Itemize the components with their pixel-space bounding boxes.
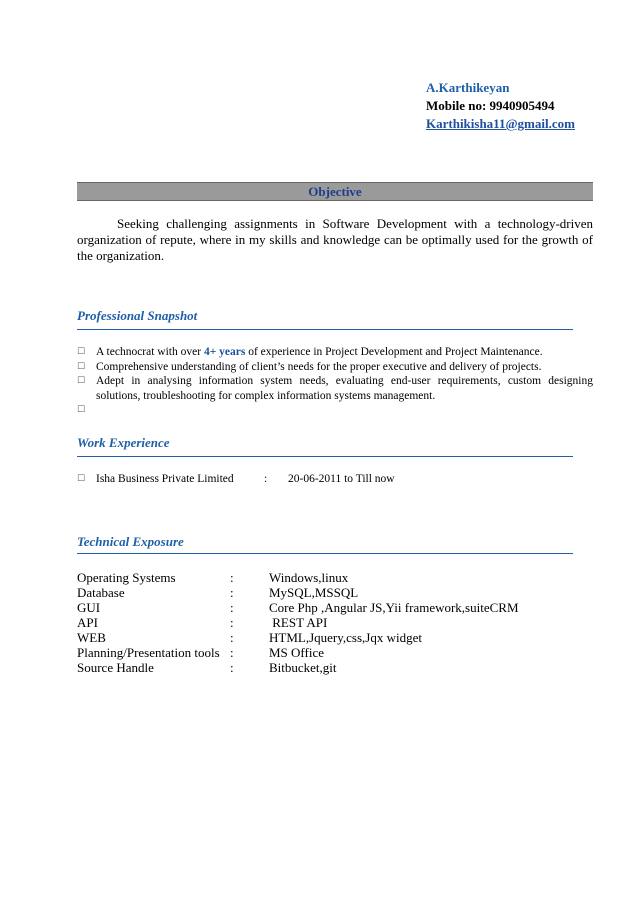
tech-label: Source Handle (77, 660, 154, 675)
tech-colon: : (230, 600, 234, 615)
bullet-text: Adept in analysing information system needs, evaluating end-user requirements, custom designing solutions, troubleshooting for complex information systems management. (96, 375, 593, 402)
tech-value: MySQL,MSSQL (269, 585, 359, 600)
bullet-text-pre: A technocrat with over (96, 346, 204, 358)
snapshot-bullet-1 (77, 345, 593, 360)
snapshot-bullet-2 (77, 360, 593, 375)
tech-value: REST API (269, 615, 328, 630)
technical-divider (77, 553, 573, 554)
tech-colon: : (230, 630, 234, 645)
bullet-icon: ☐ (77, 347, 86, 357)
tech-label: WEB (77, 630, 106, 645)
bullet-text: Comprehensive understanding of client’s needs for the proper executive and delivery of projects. (96, 361, 542, 373)
snapshot-divider (77, 329, 573, 330)
tech-value: Windows,linux (269, 570, 349, 585)
work-colon: : (264, 473, 268, 485)
experience-years: 4+ years (203, 346, 246, 358)
bullet-text-post: of experience in Project Development and Project Maintenance. (245, 346, 543, 358)
company-name: Isha Business Private Limited (96, 473, 234, 485)
tech-label: Operating Systems (77, 570, 176, 585)
contact-block (426, 79, 575, 133)
bullet-icon: ☐ (77, 405, 86, 415)
bullet-text (96, 345, 593, 360)
bullet-icon: ☐ (77, 362, 86, 372)
tech-colon: : (230, 570, 234, 585)
tech-value: Bitbucket,git (269, 660, 337, 675)
bullet-icon: ☐ (77, 474, 86, 484)
snapshot-bullet-3 (77, 374, 593, 404)
tech-value: Core Php ,Angular JS,Yii framework,suiteCRM (269, 600, 519, 615)
tech-colon: : (230, 645, 234, 660)
email-link[interactable]: Karthikisha11@gmail.com (426, 116, 575, 131)
tech-value: MS Office (269, 645, 325, 660)
work-heading: Work Experience (77, 435, 170, 450)
tech-label: API (77, 615, 98, 630)
work-period: 20-06-2011 to Till now (288, 473, 395, 485)
tech-colon: : (230, 660, 234, 675)
technical-heading: Technical Exposure (77, 534, 184, 549)
tech-value: HTML,Jquery,css,Jqx widget (269, 630, 422, 645)
tech-label: GUI (77, 600, 101, 615)
mobile-number: Mobile no: 9940905494 (426, 98, 555, 113)
candidate-name: A.Karthikeyan (426, 80, 510, 95)
tech-label: Database (77, 585, 125, 600)
snapshot-heading: Professional Snapshot (77, 308, 198, 323)
tech-label: Planning/Presentation tools (77, 645, 220, 660)
objective-header-bar (77, 182, 593, 201)
work-divider (77, 456, 573, 457)
tech-colon: : (230, 615, 234, 630)
bullet-icon: ☐ (77, 376, 86, 386)
objective-heading: Objective (308, 184, 362, 199)
tech-colon: : (230, 585, 234, 600)
objective-text: Seeking challenging assignments in Software Development with a technology-driven organization of repute, where in my skills and knowledge can be optimally used for the growth of the organization. (77, 216, 593, 263)
